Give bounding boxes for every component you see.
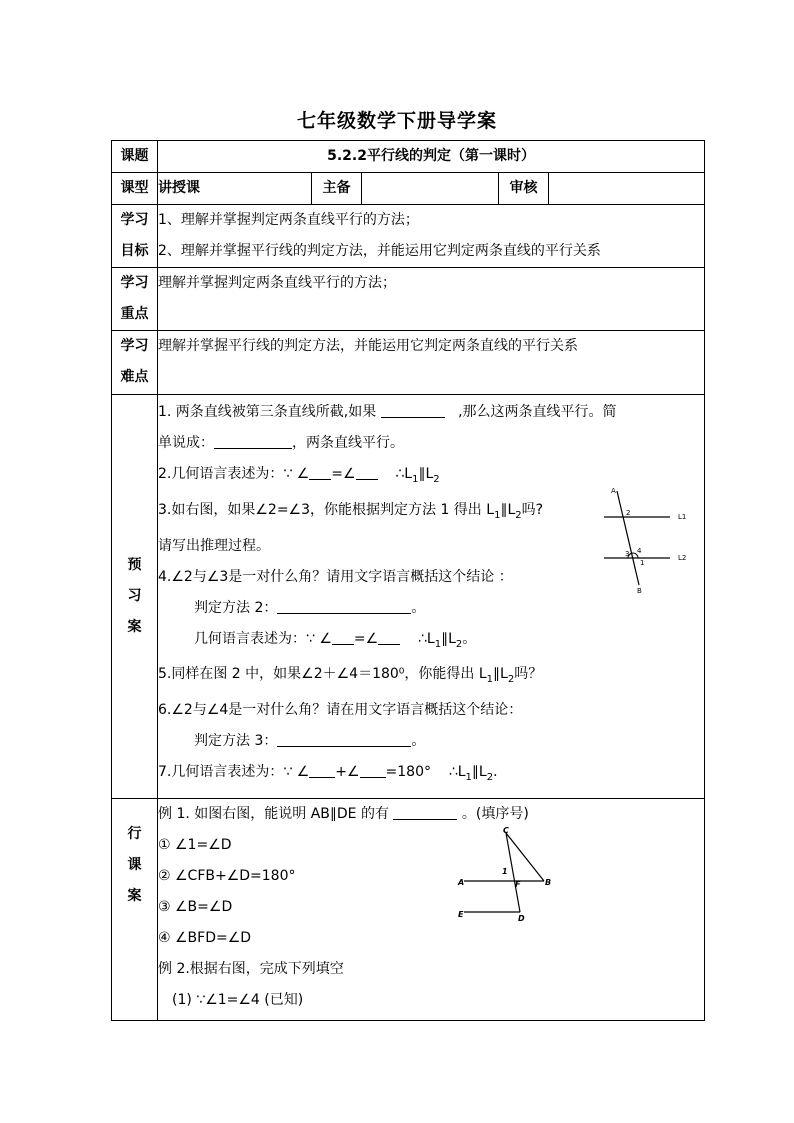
label-f: F — [515, 880, 521, 889]
label-b: B — [637, 587, 642, 595]
answer-blank[interactable] — [214, 432, 292, 449]
option-2: ② ∠CFB+∠D=180° — [158, 868, 296, 884]
label-d: D — [518, 914, 525, 923]
practice-content — [158, 799, 705, 1021]
type-value: 讲授课 — [158, 173, 312, 205]
example-2-step-1: (1) ∵∠1=∠4 (已知) — [172, 992, 304, 1008]
option-1: ① ∠1=∠D — [158, 837, 232, 853]
angle-label-1: 1 — [640, 559, 645, 567]
angle-label-4: 4 — [637, 547, 642, 555]
angle-label-2: 2 — [626, 509, 631, 517]
answer-blank[interactable] — [381, 401, 445, 418]
answer-blank[interactable] — [378, 628, 400, 645]
option-3: ③ ∠B=∠D — [158, 899, 233, 915]
key-points-label: 学习 重点 — [112, 268, 158, 331]
question-1: 1. 两条直线被第三条直线所截,如果 ,那么这两条直线平行。简 — [158, 397, 704, 428]
label-e: E — [458, 910, 464, 919]
review-label: 审核 — [499, 173, 549, 205]
key-points-content: 理解并掌握判定两条直线平行的方法； — [158, 268, 705, 331]
goal-item: 2、理解并掌握平行线的判定方法，并能运用它判定两条直线的平行关系 — [158, 243, 601, 259]
goals-content — [158, 205, 705, 268]
option-4: ④ ∠BFD=∠D — [158, 930, 252, 946]
answer-blank[interactable] — [332, 628, 354, 645]
review-value — [549, 173, 705, 205]
question-5: 5.同样在图 2 中，如果∠2＋∠4＝180⁰，你能得出 $L_1\parallel L_2$吗？ — [158, 666, 543, 686]
difficulties-content: 理解并掌握平行线的判定方法，并能运用它判定两条直线的平行关系 — [158, 331, 705, 395]
question-7: 7.几何语言表述为：∵ ∠ +∠ =180° $\therefore L_1\parallel L_2$. — [158, 757, 704, 793]
answer-blank[interactable] — [360, 761, 386, 778]
method-2: 判定方法 2： 。 — [158, 593, 704, 624]
example-1: 例 1. 如图右图，能说明 AB∥DE 的有 。(填序号) — [158, 799, 704, 830]
difficulties-label: 学习 难点 — [112, 331, 158, 395]
line-cb — [506, 833, 544, 881]
worksheet-table — [111, 140, 705, 1021]
question-2: 2.几何语言表述为：∵ ∠ =∠ $\therefore L_1\parallel L_2$ — [158, 459, 704, 495]
answer-blank[interactable] — [393, 803, 457, 820]
type-label: 课型 — [112, 173, 158, 205]
lead-value — [362, 173, 499, 205]
parallel-lines-figure — [598, 485, 703, 595]
document-title: 七年级数学下册导学案 — [296, 110, 497, 132]
answer-blank[interactable] — [277, 597, 411, 614]
angle-label-1: 1 — [502, 867, 508, 876]
label-l1: L1 — [678, 513, 687, 521]
question-4: 4.∠2与∠3是一对什么角？请用文字语言概括这个结论 ： — [158, 568, 513, 585]
label-b: B — [545, 878, 552, 887]
method-3: 判定方法 3： 。 — [158, 726, 704, 757]
preview-label: 预 习 案 — [112, 395, 158, 799]
answer-blank[interactable] — [277, 730, 411, 747]
transversal-ab — [617, 491, 639, 585]
topic-label: 课题 — [112, 141, 158, 173]
answer-blank[interactable] — [356, 463, 378, 480]
triangle-figure — [456, 825, 560, 925]
goals-label: 学习 目标 — [112, 205, 158, 268]
question-6: 6.∠2与∠4是一对什么角？请在用文字语言概括这个结论： — [158, 702, 523, 719]
example-2: 例 2.根据右图，完成下列填空 — [158, 961, 344, 977]
label-a: A — [611, 487, 616, 495]
topic-value: 5.2.2平行线的判定（第一课时） — [158, 141, 705, 173]
label-l2: L2 — [678, 554, 687, 562]
line-cd — [506, 833, 520, 912]
goal-item: 1、理解并掌握判定两条直线平行的方法； — [158, 212, 419, 228]
label-c: C — [503, 826, 509, 835]
question-3: 3.如右图，如果∠2=∠3，你能根据判定方法 1 得出 $L_1\parallel L_2$吗? — [158, 501, 544, 521]
practice-label: 行 课 案 — [112, 799, 158, 1021]
geometry-2: 几何语言表述为：∵ ∠ =∠ $\therefore L_1\parallel L_2$。 — [158, 624, 704, 660]
label-a: A — [458, 878, 465, 887]
answer-blank[interactable] — [309, 463, 331, 480]
answer-blank[interactable] — [309, 761, 335, 778]
angle-label-3: 3 — [625, 550, 630, 558]
lead-label: 主备 — [312, 173, 362, 205]
preview-content: 1. 两条直线被第三条直线所截,如果 ,那么这两条直线平行。简 单说成： ，两条直线平行。 2.几何语言表述为：∵ ∠ =∠ $\therefore L_1\parallel L_2$ 3.如右图，如果∠2=∠3，你能根据判定方法 1 得出 $L_1\parallel L_2$吗? 请写出推理过程。 4.∠2与∠3是一对什么角？请用文字语言概括这个结论 ： 判定方法 2： 。 几何语言表述为：∵ ∠ =∠ $\therefore L_1\parallel L_2$。 5.同样在图 2 中，如果∠2＋∠4＝180⁰，你能得出 $L_1\parallel L_2$吗？ 6.∠2与∠4是一对什么角？请在用文字语言概括这个结论： 判定方法 3： 。 7.几何语言表述为：∵ ∠ +∠ =180° $\therefore L_1\parallel L_2$. A B L1 L2 2 4 3 1 — [158, 395, 705, 799]
